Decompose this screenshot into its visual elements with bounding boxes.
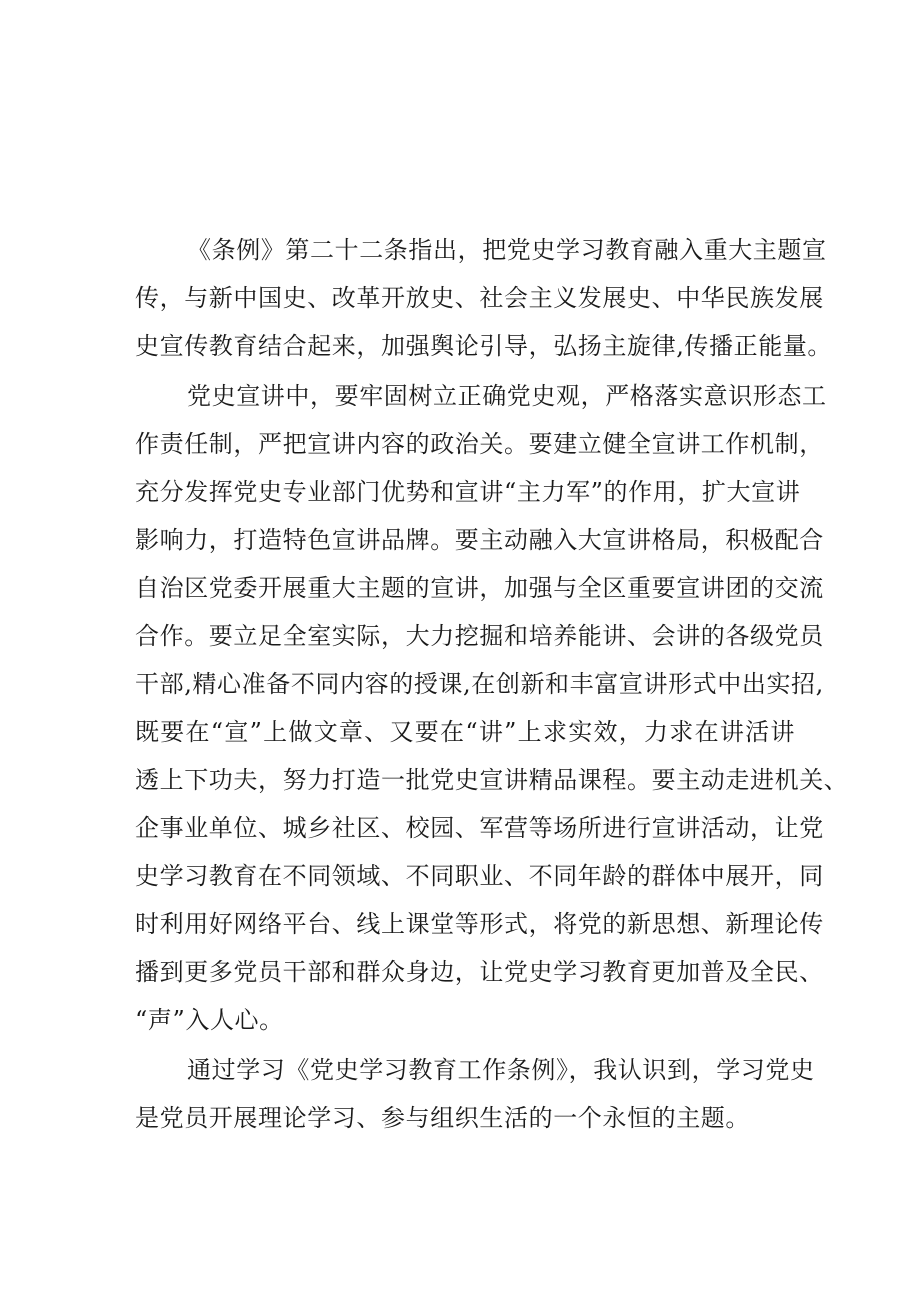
text-line: 自治区党委开展重大主题的宣讲，加强与全区重要宣讲团的交流 xyxy=(135,574,824,602)
text-line: “声”入人心。 xyxy=(135,1006,284,1034)
paragraph-propaganda-lecture xyxy=(135,372,849,1044)
text-line: 党史宣讲中，要牢固树立正确党史观，严格落实意识形态工 xyxy=(187,382,827,410)
text-line: 播到更多党员干部和群众身边，让党史学习教育更加普及全民、 xyxy=(135,958,824,986)
paragraph-conclusion xyxy=(135,1046,815,1142)
text-line: 透上下功夫，努力打造一批党史宣讲精品课程。要主动走进机关、 xyxy=(135,766,849,794)
text-line: 史宣传教育结合起来，加强舆论引导，弘扬主旋律,传播正能量。 xyxy=(135,332,833,360)
text-line: 干部,精心准备不同内容的授课,在创新和丰富宣讲形式中出实招, xyxy=(135,670,824,698)
text-line: 既要在“宣”上做文章、又要在“讲”上求实效，力求在讲活讲 xyxy=(135,718,795,746)
text-line: 《条例》第二十二条指出，把党史学习教育融入重大主题宣 xyxy=(187,236,827,264)
body-text xyxy=(135,226,849,1142)
paragraph-regulation-article xyxy=(135,226,833,370)
text-line: 传，与新中国史、改革开放史、社会主义发展史、中华民族发展 xyxy=(135,284,824,312)
text-line: 通过学习《党史学习教育工作条例》，我认识到，学习党史 xyxy=(187,1056,815,1084)
text-line: 影响力，打造特色宣讲品牌。要主动融入大宣讲格局，积极配合 xyxy=(135,526,824,554)
text-line: 企事业单位、城乡社区、校园、军营等场所进行宣讲活动，让党 xyxy=(135,814,824,842)
text-line: 充分发挥党史专业部门优势和宣讲“主力军”的作用，扩大宣讲 xyxy=(135,478,801,506)
text-line: 作责任制，严把宣讲内容的政治关。要建立健全宣讲工作机制， xyxy=(135,430,824,458)
text-line: 史学习教育在不同领域、不同职业、不同年龄的群体中展开，同 xyxy=(135,862,824,890)
text-line: 合作。要立足全室实际，大力挖掘和培养能讲、会讲的各级党员 xyxy=(135,622,824,650)
text-line: 是党员开展理论学习、参与组织生活的一个永恒的主题。 xyxy=(135,1104,750,1132)
text-line: 时利用好网络平台、线上课堂等形式，将党的新思想、新理论传 xyxy=(135,910,824,938)
